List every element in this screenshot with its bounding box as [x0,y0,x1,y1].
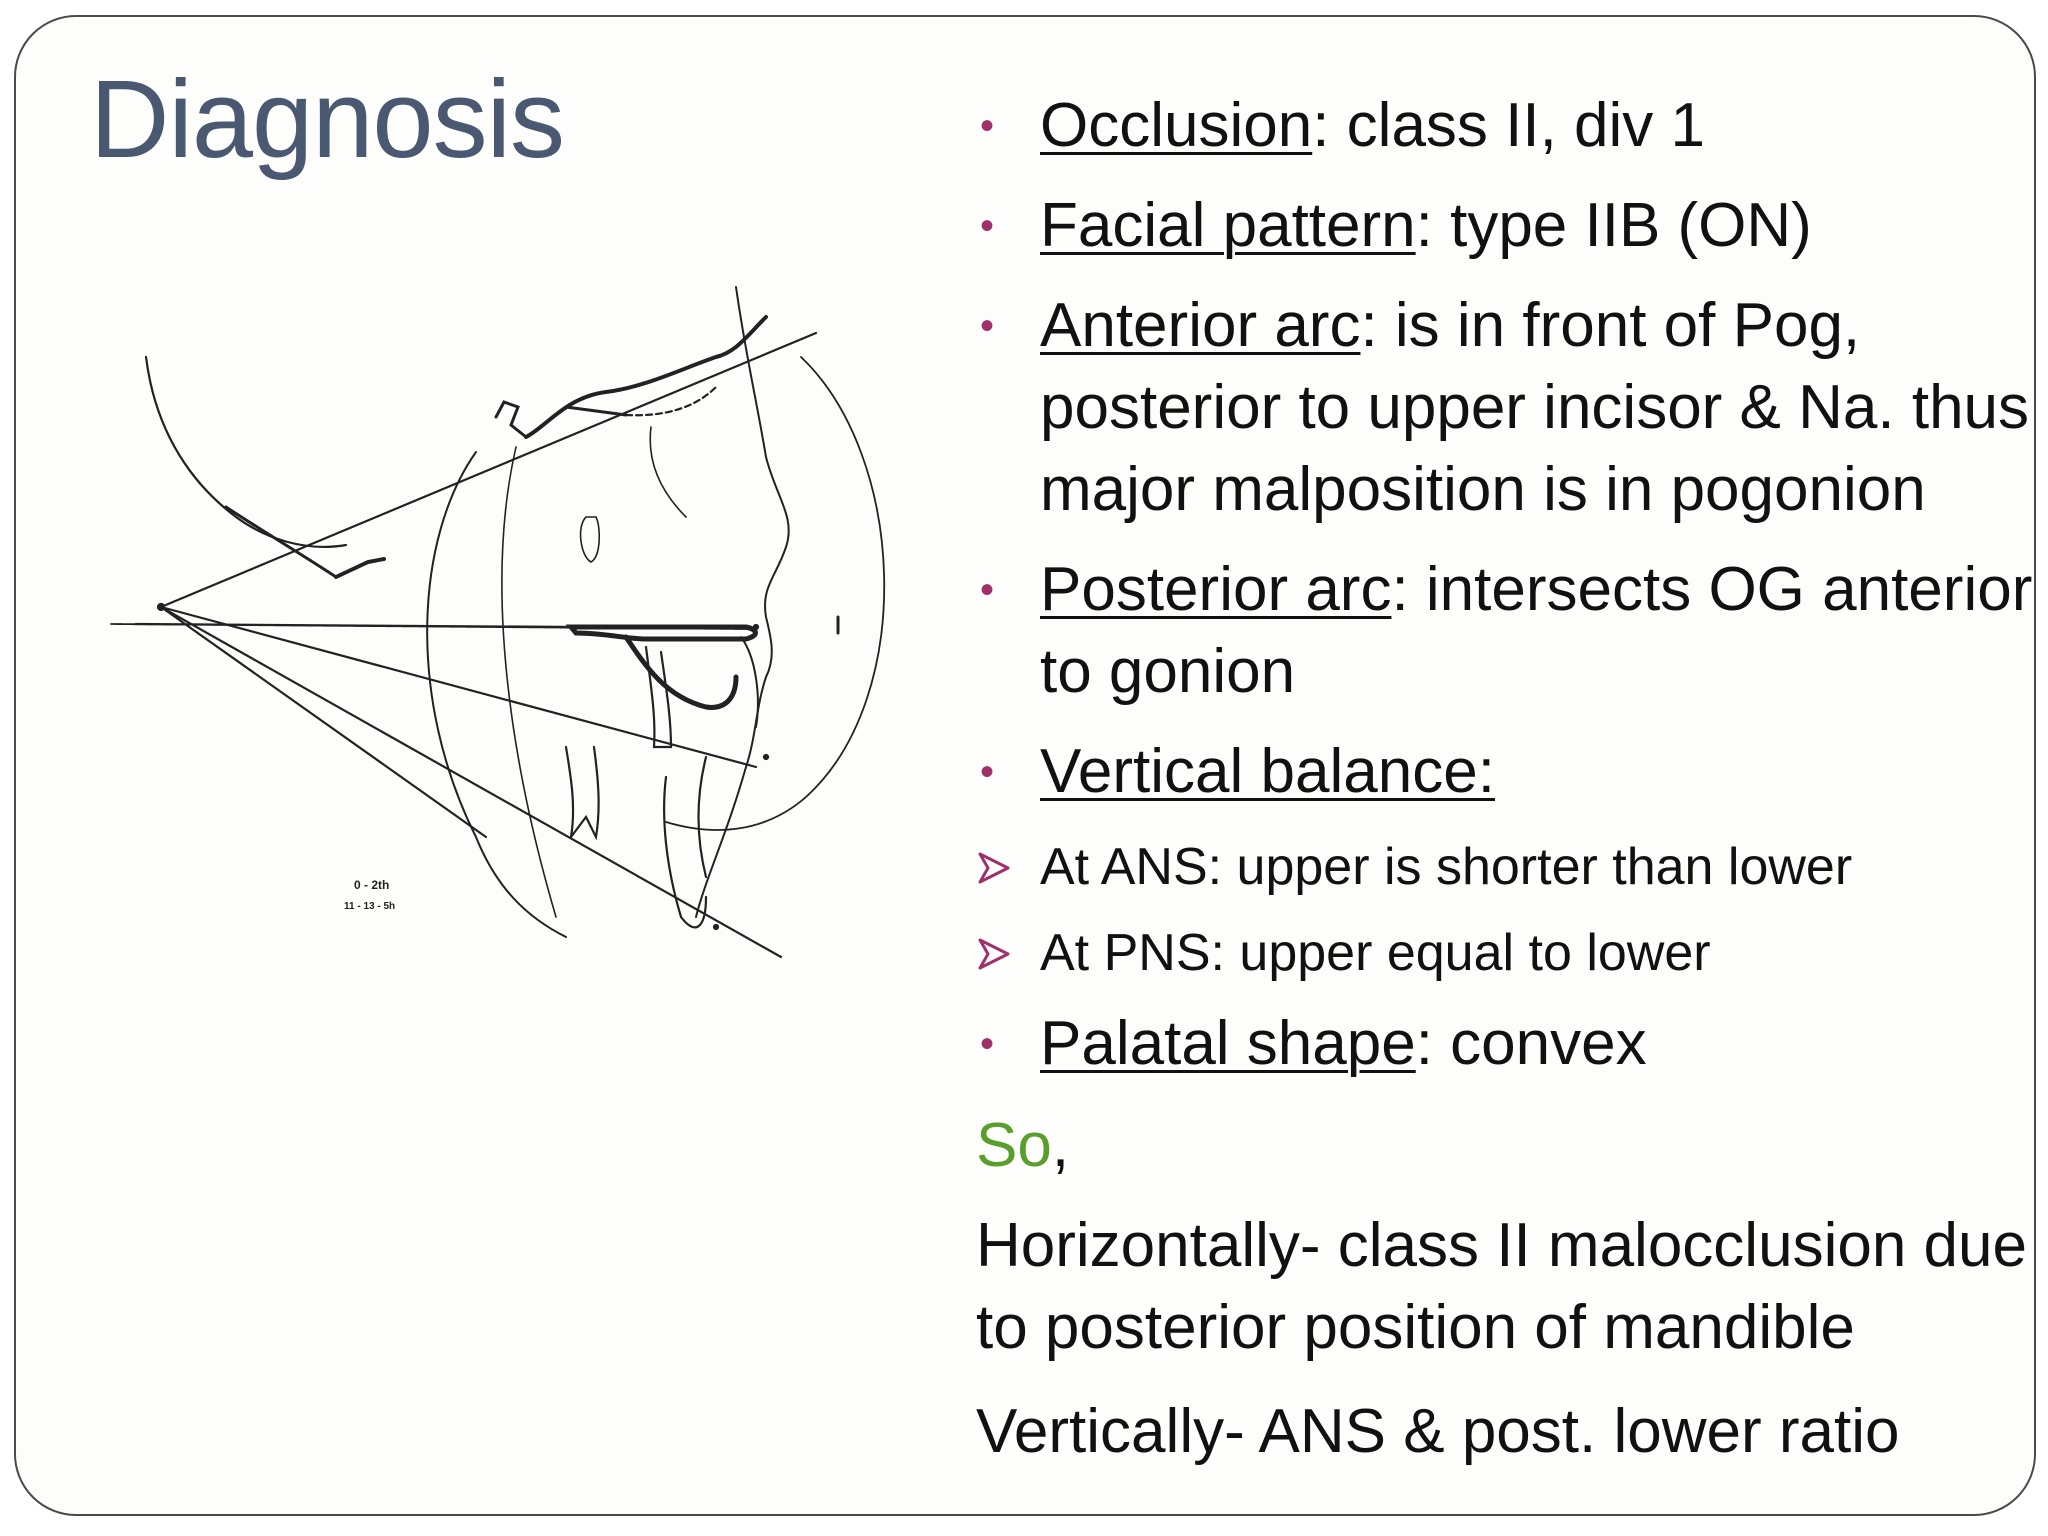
conclusion-text: Horizontally- class II malocclusion due to posterior position of mandible [976,1211,2027,1362]
arrow-bullet-icon [976,937,1012,971]
bullet-dot: • [980,568,995,612]
bullet-text: : intersects OG anterior to gonion [1040,555,2033,706]
slide-title: Diagnosis [90,58,565,181]
bullet-text: : convex [1415,1009,1647,1078]
bullet-vertical-balance [976,731,2036,813]
bullet-anterior-arc [976,285,2036,531]
overflow-text: Vertically- ANS & post. lower ratio [976,1397,1900,1466]
sub-bullet-text: At PNS: upper equal to lower [1040,924,1711,982]
sub-bullet-text: At ANS: upper is shorter than lower [1040,838,1853,896]
figure-label-1: 0 - 2th [354,878,390,892]
arrow-bullet-icon [976,851,1012,885]
bullet-dot: • [980,1022,995,1066]
sub-bullet-ans [976,831,2036,903]
bullet-term: Palatal shape [1040,1009,1416,1078]
bullet-facial-pattern [976,185,2036,267]
figure-label-2: 11 - 13 - 5h [344,901,396,912]
bullet-term: Facial pattern [1040,191,1416,260]
bullet-text: : class II, div 1 [1312,91,1706,160]
bullet-posterior-arc [976,549,2036,713]
slide-frame [14,15,2036,1516]
so-punct: , [1051,1111,1070,1180]
so-word: So [976,1111,1052,1180]
bullet-palatal-shape [976,1003,2036,1085]
bullet-text: : type IIB (ON) [1415,191,1812,260]
bullet-dot: • [980,750,995,794]
so-line [976,1105,2036,1187]
bullet-term: Posterior arc [1040,555,1392,624]
cephalometric-tracing-figure [106,277,926,977]
bullet-term: Vertical balance: [1040,737,1495,806]
bullet-term: Occlusion [1040,91,1313,160]
bullet-dot: • [980,204,995,248]
diagnosis-content [976,85,2036,1495]
bullet-term: Anterior arc [1040,291,1361,360]
bullet-dot: • [980,104,995,148]
bullet-occlusion [976,85,2036,167]
bullet-text: : is in front of Pog, posterior to upper incisor & Na. thus major malposition is in pogonion [1040,291,2030,524]
sub-bullet-pns [976,917,2036,989]
bullet-dot: • [980,304,995,348]
